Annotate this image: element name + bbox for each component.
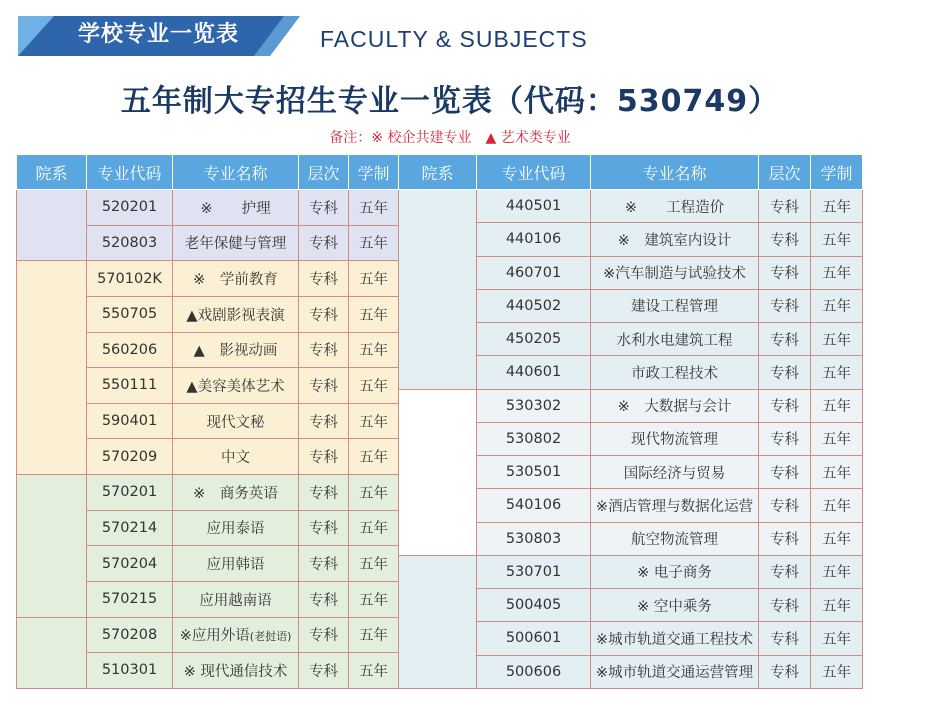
- years-cell: [811, 522, 863, 555]
- code-cell-text: 530302: [505, 397, 562, 414]
- level-cell-text: 专科: [309, 663, 338, 680]
- years-cell: [349, 439, 399, 475]
- name-cell-text: 水利水电建筑工程: [616, 332, 733, 349]
- code-cell-text: 520201: [101, 199, 158, 216]
- name-cell: [173, 332, 299, 368]
- years-cell: [811, 622, 863, 655]
- code-cell-text: 440106: [505, 231, 562, 248]
- code-cell: [477, 589, 591, 622]
- level-cell-text: 专科: [309, 307, 338, 324]
- code-cell: [477, 323, 591, 356]
- years-cell-text: 五年: [359, 485, 388, 502]
- level-cell: [299, 475, 349, 511]
- years-cell: [811, 555, 863, 588]
- years-cell: [811, 422, 863, 455]
- code-cell-text: 510301: [101, 662, 158, 679]
- subjects-table: [16, 154, 863, 689]
- name-cell: [591, 389, 759, 422]
- name-cell-text: ※应用外语: [179, 628, 250, 645]
- level-cell: [299, 332, 349, 368]
- col-header: 专业代码: [87, 155, 173, 190]
- level-cell-text: 专科: [309, 592, 338, 609]
- level-cell-text: 专科: [770, 631, 799, 648]
- level-cell: [759, 190, 811, 223]
- years-cell-text: 五年: [359, 628, 388, 645]
- grid-row: [17, 190, 863, 192]
- years-cell-text: 五年: [822, 631, 851, 648]
- name-cell-text: ※ 建筑室内设计: [617, 232, 732, 249]
- level-cell-text: 专科: [770, 266, 799, 283]
- level-cell-text: 专科: [770, 432, 799, 449]
- name-cell: [591, 589, 759, 622]
- name-cell: [173, 546, 299, 582]
- years-cell: [349, 475, 399, 511]
- code-cell-text: 530803: [505, 530, 562, 547]
- code-cell-text: 440502: [505, 297, 562, 314]
- level-cell: [759, 489, 811, 522]
- col-header: 专业代码: [477, 155, 591, 190]
- years-cell-text: 五年: [822, 432, 851, 449]
- level-cell-text: 专科: [770, 532, 799, 549]
- years-cell: [349, 190, 399, 226]
- code-cell-text: 570214: [101, 519, 158, 536]
- name-cell: [173, 581, 299, 617]
- level-cell: [759, 655, 811, 688]
- years-cell-text: 五年: [822, 266, 851, 283]
- code-cell: [87, 653, 173, 689]
- code-cell-text: 570209: [101, 448, 158, 465]
- level-cell: [299, 439, 349, 475]
- level-cell: [299, 368, 349, 404]
- code-cell: [477, 389, 591, 422]
- years-cell: [349, 225, 399, 261]
- code-cell-text: 590401: [101, 413, 158, 430]
- level-cell-text: 专科: [770, 365, 799, 382]
- code-cell: [477, 289, 591, 322]
- years-cell: [811, 223, 863, 256]
- code-cell: [87, 403, 173, 439]
- level-cell: [299, 261, 349, 297]
- code-cell: [87, 439, 173, 475]
- level-cell: [759, 622, 811, 655]
- code-cell: [477, 555, 591, 588]
- name-cell: [591, 456, 759, 489]
- code-cell: [477, 655, 591, 688]
- years-cell: [811, 489, 863, 522]
- name-cell: [173, 225, 299, 261]
- name-cell: [591, 256, 759, 289]
- name-suffix: (老挝语): [249, 630, 292, 644]
- code-cell-text: 530701: [505, 563, 562, 580]
- level-cell-text: 专科: [770, 199, 799, 216]
- level-cell: [299, 403, 349, 439]
- col-header: 院系: [17, 155, 87, 190]
- name-cell-text: ※ 工程造价: [624, 199, 725, 216]
- years-cell: [349, 332, 399, 368]
- code-cell: [87, 190, 173, 226]
- years-cell-text: 五年: [359, 343, 388, 360]
- code-cell: [87, 332, 173, 368]
- code-cell: [87, 368, 173, 404]
- level-cell: [299, 225, 349, 261]
- name-cell-text: ※ 大数据与会计: [617, 399, 732, 416]
- level-cell-text: 专科: [770, 399, 799, 416]
- years-cell: [811, 456, 863, 489]
- level-cell: [759, 456, 811, 489]
- level-cell: [299, 296, 349, 332]
- name-cell-text: ※城市轨道交通运营管理: [595, 665, 754, 682]
- years-cell: [811, 655, 863, 688]
- dept-cell: [399, 389, 477, 555]
- banner-en-label: FACULTY & SUBJECTS: [320, 26, 588, 52]
- years-cell-text: 五年: [359, 414, 388, 431]
- dept-cell: [17, 261, 87, 475]
- code-cell: [477, 223, 591, 256]
- code-cell: [87, 546, 173, 582]
- years-cell-text: 五年: [822, 565, 851, 582]
- header-row: [17, 155, 863, 190]
- level-cell-text: 专科: [309, 485, 338, 502]
- code-cell-text: 540106: [505, 497, 562, 514]
- name-cell: [591, 190, 759, 223]
- col-header: 专业名称: [591, 155, 759, 190]
- code-cell: [477, 422, 591, 455]
- years-cell: [349, 261, 399, 297]
- name-cell-text: 建设工程管理: [631, 299, 718, 316]
- years-cell: [349, 510, 399, 546]
- code-cell: [87, 296, 173, 332]
- name-cell: [591, 323, 759, 356]
- level-cell: [759, 356, 811, 389]
- years-cell-text: 五年: [822, 365, 851, 382]
- years-cell-text: 五年: [359, 236, 388, 253]
- name-cell-text: 应用泰语: [206, 521, 265, 538]
- name-cell: [591, 522, 759, 555]
- code-cell-text: 520803: [101, 234, 158, 251]
- years-cell: [349, 653, 399, 689]
- code-cell: [477, 522, 591, 555]
- name-cell-text: ▲戏剧影视表演: [186, 307, 285, 324]
- name-cell-text: ▲ 影视动画: [193, 343, 278, 360]
- name-cell: [173, 439, 299, 475]
- code-cell: [477, 356, 591, 389]
- level-cell-text: 专科: [770, 565, 799, 582]
- name-cell-text: 国际经济与贸易: [623, 465, 726, 482]
- years-cell-text: 五年: [822, 232, 851, 249]
- level-cell: [299, 190, 349, 226]
- years-cell: [811, 323, 863, 356]
- code-cell-text: 500601: [505, 630, 562, 647]
- name-cell: [591, 422, 759, 455]
- level-cell-text: 专科: [309, 343, 338, 360]
- name-cell-text: ▲美容美体艺术: [186, 378, 285, 395]
- name-cell: [173, 653, 299, 689]
- code-cell-text: 570201: [101, 484, 158, 501]
- years-cell-text: 五年: [822, 199, 851, 216]
- name-cell: [173, 368, 299, 404]
- level-cell: [299, 546, 349, 582]
- name-cell: [591, 655, 759, 688]
- level-cell-text: 专科: [770, 465, 799, 482]
- name-cell-text: 市政工程技术: [631, 365, 718, 382]
- dept-cell: [17, 617, 87, 688]
- code-cell-text: 570102K: [97, 270, 162, 287]
- name-cell-text: 航空物流管理: [631, 532, 718, 549]
- code-cell-text: 530501: [505, 464, 562, 481]
- years-cell-text: 五年: [822, 332, 851, 349]
- level-cell-text: 专科: [770, 232, 799, 249]
- years-cell: [349, 368, 399, 404]
- code-cell: [477, 456, 591, 489]
- years-cell: [811, 356, 863, 389]
- years-cell-text: 五年: [822, 532, 851, 549]
- level-cell-text: 专科: [770, 498, 799, 515]
- code-cell: [87, 510, 173, 546]
- years-cell-text: 五年: [359, 557, 388, 574]
- level-cell-text: 专科: [770, 665, 799, 682]
- code-cell: [87, 261, 173, 297]
- code-cell-text: 560206: [101, 341, 158, 358]
- name-cell: [173, 617, 299, 653]
- years-cell: [349, 546, 399, 582]
- name-cell-text: 应用越南语: [199, 592, 272, 609]
- col-header: 院系: [399, 155, 477, 190]
- level-cell-text: 专科: [309, 378, 338, 395]
- level-cell-text: 专科: [309, 236, 338, 253]
- years-cell-text: 五年: [359, 450, 388, 467]
- page-title: 五年制大专招生专业一览表（代码：530749）: [120, 84, 780, 119]
- level-cell-text: 专科: [309, 628, 338, 645]
- col-header: 专业名称: [173, 155, 299, 190]
- name-cell-text: ※ 学前教育: [193, 272, 278, 289]
- col-header: 层次: [759, 155, 811, 190]
- level-cell-text: 专科: [770, 299, 799, 316]
- years-cell: [811, 256, 863, 289]
- level-cell-text: 专科: [309, 200, 338, 217]
- code-cell: [477, 489, 591, 522]
- name-cell: [591, 223, 759, 256]
- years-cell: [811, 190, 863, 223]
- code-cell: [477, 256, 591, 289]
- code-cell-text: 550111: [101, 377, 158, 394]
- col-header: 学制: [811, 155, 863, 190]
- legend-note: 备注：※ 校企共建专业 ▲ 艺术类专业: [329, 130, 571, 146]
- name-cell-text: 现代物流管理: [631, 432, 718, 449]
- name-cell: [591, 622, 759, 655]
- name-cell: [591, 289, 759, 322]
- code-cell: [477, 190, 591, 223]
- code-cell: [477, 622, 591, 655]
- code-cell-text: 500606: [505, 663, 562, 680]
- code-cell-text: 450205: [505, 331, 562, 348]
- level-cell: [759, 323, 811, 356]
- years-cell: [349, 403, 399, 439]
- years-cell-text: 五年: [359, 663, 388, 680]
- level-cell-text: 专科: [770, 598, 799, 615]
- name-cell: [591, 356, 759, 389]
- level-cell-text: 专科: [309, 557, 338, 574]
- name-cell: [173, 261, 299, 297]
- years-cell-text: 五年: [822, 465, 851, 482]
- header-banner: [0, 10, 926, 60]
- name-cell-text: 现代文秘: [206, 414, 265, 431]
- years-cell-text: 五年: [359, 521, 388, 538]
- level-cell: [759, 389, 811, 422]
- name-cell-text: ※ 现代通信技术: [183, 663, 288, 680]
- years-cell: [811, 589, 863, 622]
- years-cell-text: 五年: [359, 592, 388, 609]
- name-cell: [173, 510, 299, 546]
- years-cell: [349, 617, 399, 653]
- dept-cell: [17, 190, 87, 261]
- years-cell-text: 五年: [359, 272, 388, 289]
- code-cell-text: 460701: [505, 264, 562, 281]
- years-cell-text: 五年: [359, 200, 388, 217]
- years-cell-text: 五年: [822, 665, 851, 682]
- code-cell-text: 440501: [505, 198, 562, 215]
- code-cell: [87, 617, 173, 653]
- code-cell: [87, 581, 173, 617]
- name-cell-text: ※汽车制造与试验技术: [603, 266, 746, 283]
- name-cell-text: ※ 电子商务: [637, 565, 712, 582]
- name-cell-text: 应用韩语: [206, 557, 265, 574]
- level-cell-text: 专科: [309, 521, 338, 538]
- name-cell-text: ※城市轨道交通工程技术: [595, 631, 754, 648]
- col-header: 学制: [349, 155, 399, 190]
- name-cell-text: 老年保健与管理: [184, 236, 287, 253]
- name-cell: [173, 296, 299, 332]
- name-cell: [591, 555, 759, 588]
- name-cell: [173, 190, 299, 226]
- level-cell: [759, 522, 811, 555]
- years-cell-text: 五年: [359, 307, 388, 324]
- name-cell: [591, 489, 759, 522]
- level-cell: [759, 223, 811, 256]
- level-cell-text: 专科: [309, 414, 338, 431]
- code-cell: [87, 475, 173, 511]
- code-cell-text: 500405: [505, 597, 562, 614]
- years-cell: [811, 289, 863, 322]
- level-cell: [299, 653, 349, 689]
- name-cell-text: ※ 空中乘务: [637, 598, 712, 615]
- name-cell-text: 中文: [221, 450, 250, 467]
- code-cell-text: 550705: [101, 306, 158, 323]
- level-cell: [299, 510, 349, 546]
- col-header: 层次: [299, 155, 349, 190]
- years-cell: [349, 296, 399, 332]
- code-cell: [87, 225, 173, 261]
- code-cell-text: 570215: [101, 591, 158, 608]
- dept-cell: [399, 555, 477, 688]
- name-cell-text: ※酒店管理与数据化运营: [595, 498, 754, 515]
- name-cell-text: ※ 商务英语: [193, 485, 278, 502]
- name-cell: [173, 475, 299, 511]
- level-cell: [759, 256, 811, 289]
- level-cell-text: 专科: [309, 450, 338, 467]
- level-cell: [299, 581, 349, 617]
- years-cell-text: 五年: [822, 498, 851, 515]
- dept-cell: [17, 475, 87, 618]
- code-cell-text: 570208: [101, 626, 158, 643]
- level-cell: [759, 555, 811, 588]
- level-cell: [759, 422, 811, 455]
- code-cell-text: 530802: [505, 430, 562, 447]
- name-cell-text: ※ 护理: [200, 200, 271, 217]
- banner-cn-label: 学校专业一览表: [78, 22, 240, 47]
- years-cell-text: 五年: [822, 399, 851, 416]
- years-cell: [349, 581, 399, 617]
- dept-cell: [399, 190, 477, 390]
- level-cell-text: 专科: [309, 272, 338, 289]
- level-cell: [759, 589, 811, 622]
- code-cell-text: 570204: [101, 555, 158, 572]
- level-cell: [759, 289, 811, 322]
- years-cell-text: 五年: [822, 598, 851, 615]
- name-cell: [173, 403, 299, 439]
- level-cell-text: 专科: [770, 332, 799, 349]
- code-cell-text: 440601: [505, 364, 562, 381]
- level-cell: [299, 617, 349, 653]
- years-cell-text: 五年: [359, 378, 388, 395]
- years-cell: [811, 389, 863, 422]
- years-cell-text: 五年: [822, 299, 851, 316]
